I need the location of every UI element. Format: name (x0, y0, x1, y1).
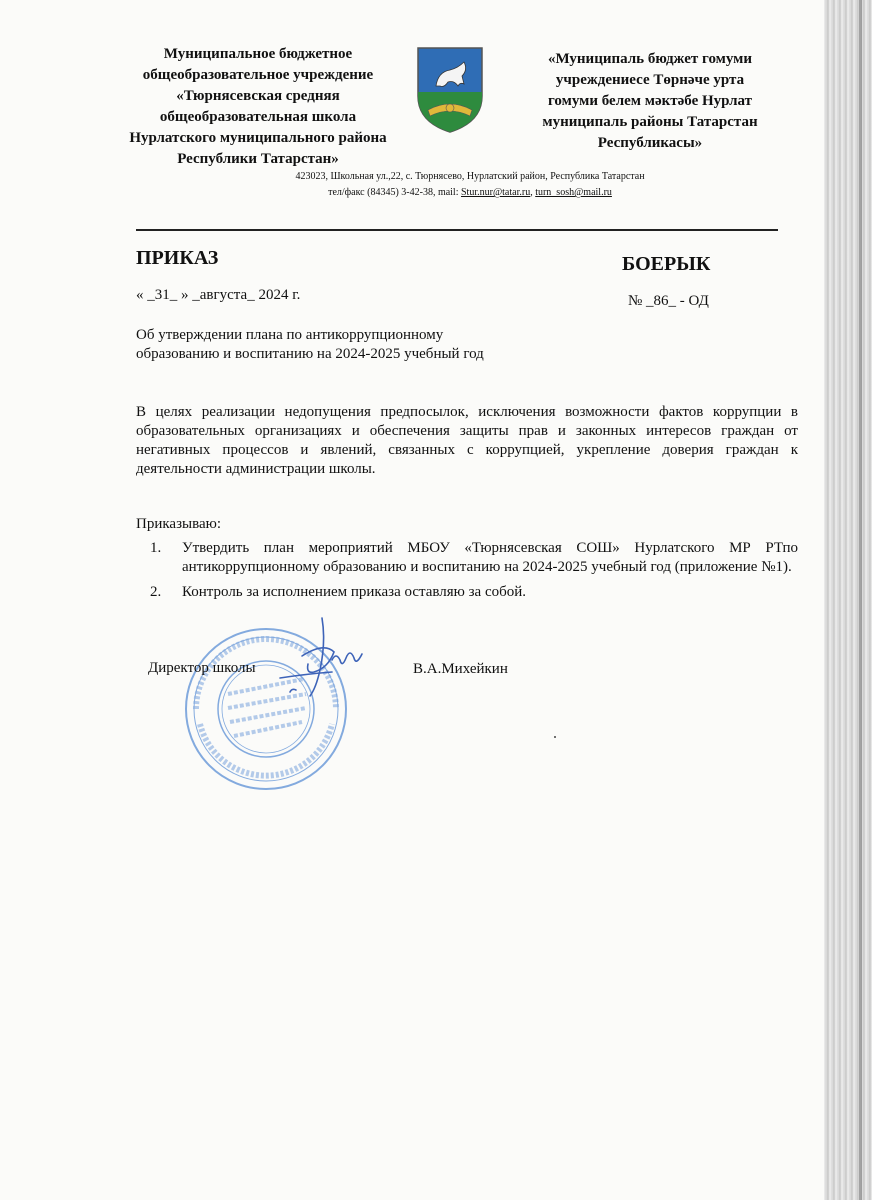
email-link-secondary[interactable]: turn_sosh@mail.ru (535, 187, 612, 198)
signature-role: Директор школы (148, 660, 256, 676)
document-title-tt: БОЕРЫК (622, 253, 711, 275)
handwritten-signature (276, 612, 372, 704)
document-date: « _31_ » _августа_ 2024 г. (136, 287, 301, 303)
document-subject (136, 326, 556, 364)
subject-line: Об утверждении плана по антикоррупционному (136, 327, 444, 343)
scan-edge-line (859, 0, 862, 1200)
scan-speck (554, 736, 556, 738)
header-right-line: «Муниципаль бюджет гомуми (547, 51, 753, 67)
contacts-prefix: тел/факс (84345) 3-42-38, mail: (328, 187, 461, 198)
order-item (150, 539, 798, 577)
document-title-ru: ПРИКАЗ (136, 247, 219, 269)
header-left-line: «Тюрнясевская средняя (176, 88, 340, 104)
header-right-line: муниципаль районы Татарстан (542, 114, 758, 130)
header-right-line: Республикасы» (597, 135, 703, 151)
header-left-line: общеобразовательное учреждение (142, 67, 374, 83)
orders-list (150, 539, 798, 608)
document-preamble: В целях реализации недопущения предпосылок, исключения возможности фактов коррупции в образовательных организациях и обеспечения защиты прав и законных интересов граждан от негативных процессов и явлений, связанных с коррупцией, укрепление доверия граждан к деятельности администрации школы. (136, 404, 798, 477)
email-link-primary[interactable]: Stur.nur@tatar.ru (461, 187, 531, 198)
header-left-line: Муниципальное бюджетное (163, 46, 353, 62)
order-number: 1. (150, 540, 162, 556)
scan-edge (824, 0, 872, 1200)
order-item (150, 583, 798, 602)
order-text: Утвердить план мероприятий МБОУ «Тюрнясевская СОШ» Нурлатского МР РТпо антикоррупционному образованию и воспитанию на 2024-2025 учебный год (приложение №1). (182, 540, 798, 575)
header-right-line: гомуми белем мәктәбе Нурлат (547, 93, 753, 109)
order-number: 2. (150, 584, 162, 600)
document-number: № _86_ - ОД (628, 293, 709, 309)
district-emblem-icon (414, 44, 486, 134)
header-address-block (180, 169, 760, 201)
subject-line: образованию и воспитанию на 2024-2025 учебный год (136, 346, 484, 362)
orders-heading: Приказываю: (136, 516, 221, 532)
header-divider (136, 229, 778, 231)
header-left-line: Республики Татарстан» (177, 151, 339, 167)
header-address: 423023, Школьная ул.,22, с. Тюрнясево, Нурлатский район, Республика Татарстан (295, 171, 645, 182)
header-left-line: общеобразовательная школа (159, 109, 357, 125)
header-left-line: Нурлатского муниципального района (129, 130, 387, 146)
email-separator: , (530, 187, 536, 198)
header-right-line: учреждениесе Төрнәче урта (555, 72, 745, 88)
order-text: Контроль за исполнением приказа оставляю за собой. (182, 584, 527, 600)
header-left-org-name (112, 44, 404, 170)
signature-name: В.А.Михейкин (413, 661, 508, 677)
header-contacts (180, 185, 760, 201)
header-right-org-name (528, 49, 772, 154)
